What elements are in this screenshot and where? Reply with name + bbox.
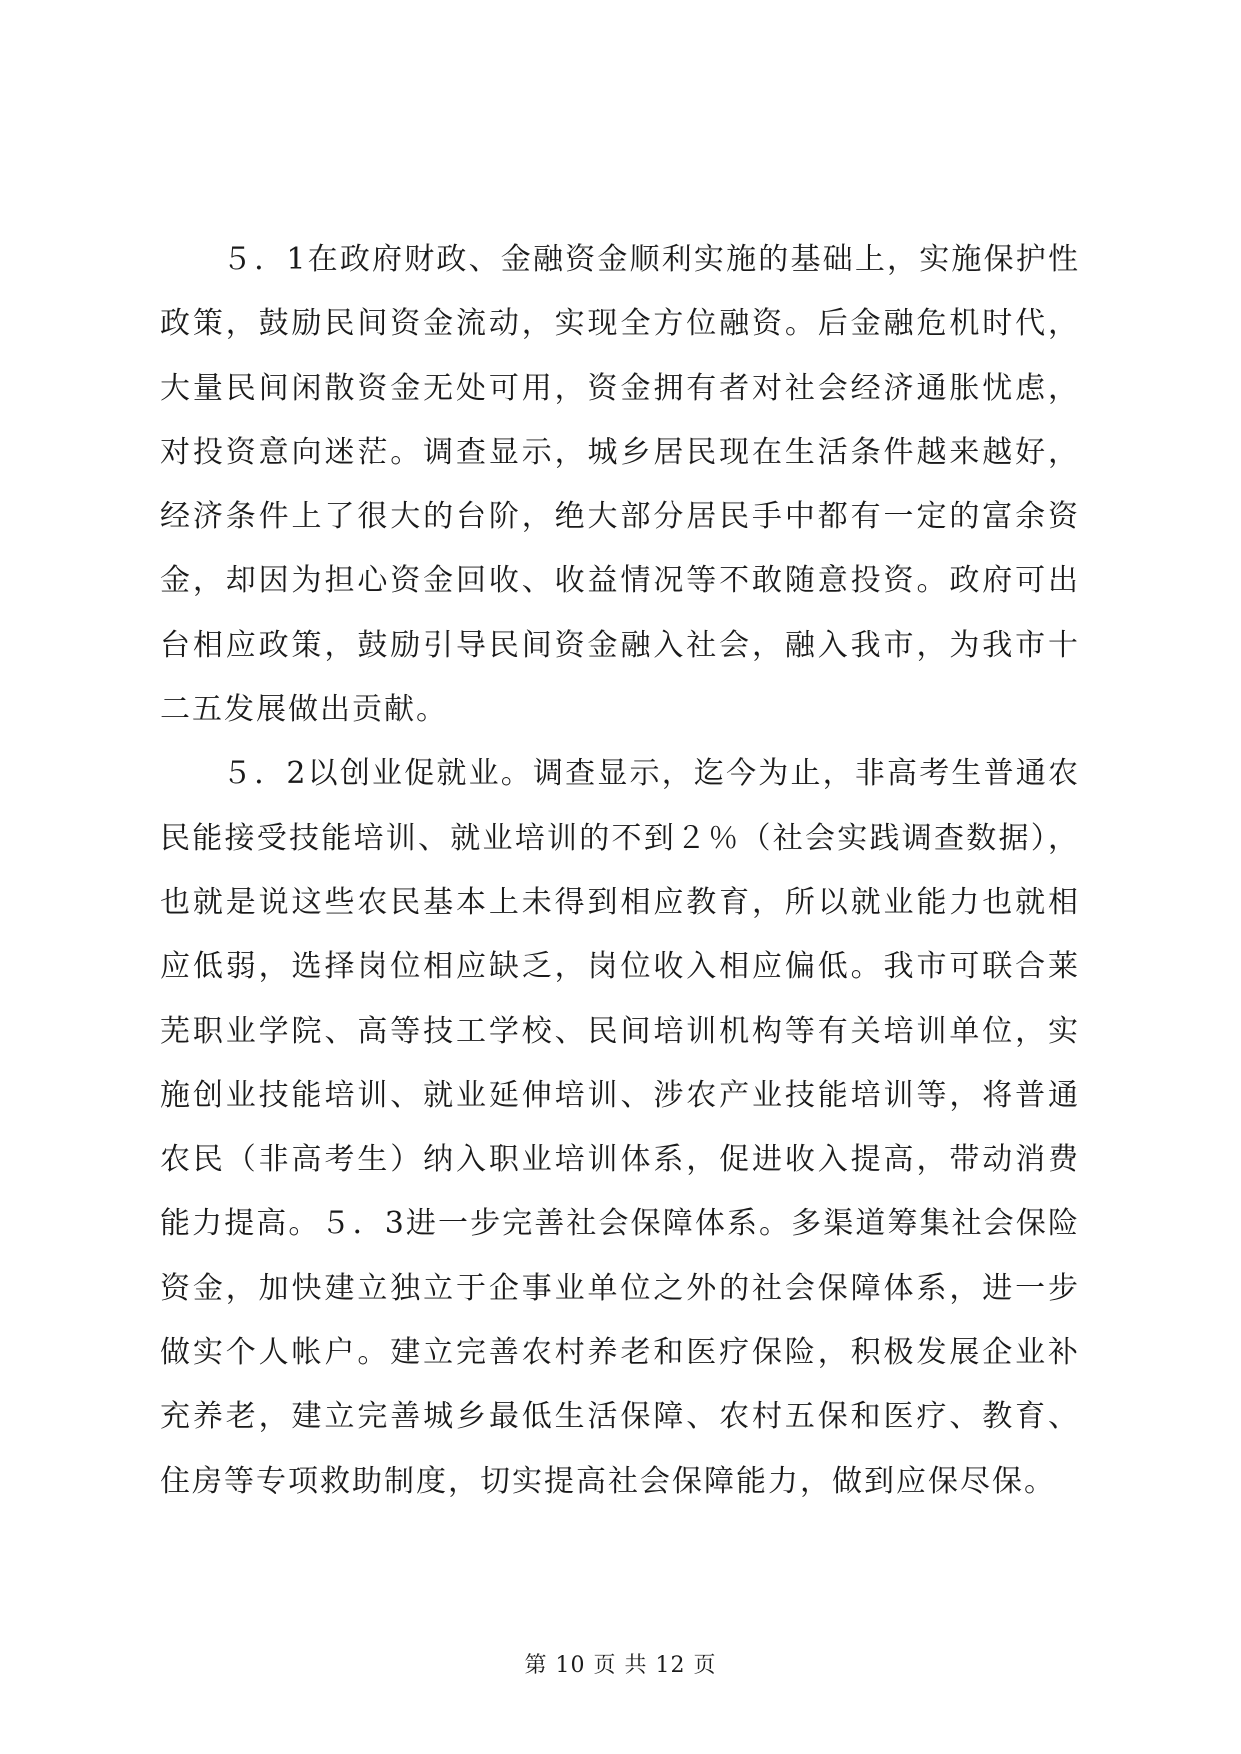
paragraph-5-1: ５．1在政府财政、金融资金顺利实施的基础上，实施保护性政策，鼓励民间资金流动，实现全方位融资。后金融危机时代，大量民间闲散资金无处可用，资金拥有者对社会经济通胀忧虑，对投资意向迷茫。调查显示，城乡居民现在生活条件越来越好，经济条件上了很大的台阶，绝大部分居民手中都有一定的富余资金，却因为担心资金回收、收益情况等不敢随意投资。政府可出台相应政策，鼓励引导民间资金融入社会，融入我市，为我市十二五发展做出贡献。	[160, 242, 1080, 728]
document-body	[160, 228, 1080, 1514]
paragraph-5-2: ５．2以创业促就业。调查显示，迄今为止，非高考生普通农民能接受技能培训、就业培训的不到２％（社会实践调查数据），也就是说这些农民基本上未得到相应教育，所以就业能力也就相应低弱，选择岗位相应缺乏，岗位收入相应偏低。我市可联合莱芜职业学院、高等技工学校、民间培训机构等有关培训单位，实施创业技能培训、就业延伸培训、涉农产业技能培训等，将普通农民（非高考生）纳入职业培训体系，促进收入提高，带动消费能力提高。５．3进一步完善社会保障体系。多渠道筹集社会保险资金，加快建立独立于企事业单位之外的社会保障体系，进一步做实个人帐户。建立完善农村养老和医疗保险，积极发展企业补充养老，建立完善城乡最低生活保障、农村五保和医疗、教育、住房等专项救助制度，切实提高社会保障能力，做到应保尽保。	[160, 756, 1080, 1499]
page-footer: 第 10 页 共 12 页	[524, 1653, 717, 1678]
